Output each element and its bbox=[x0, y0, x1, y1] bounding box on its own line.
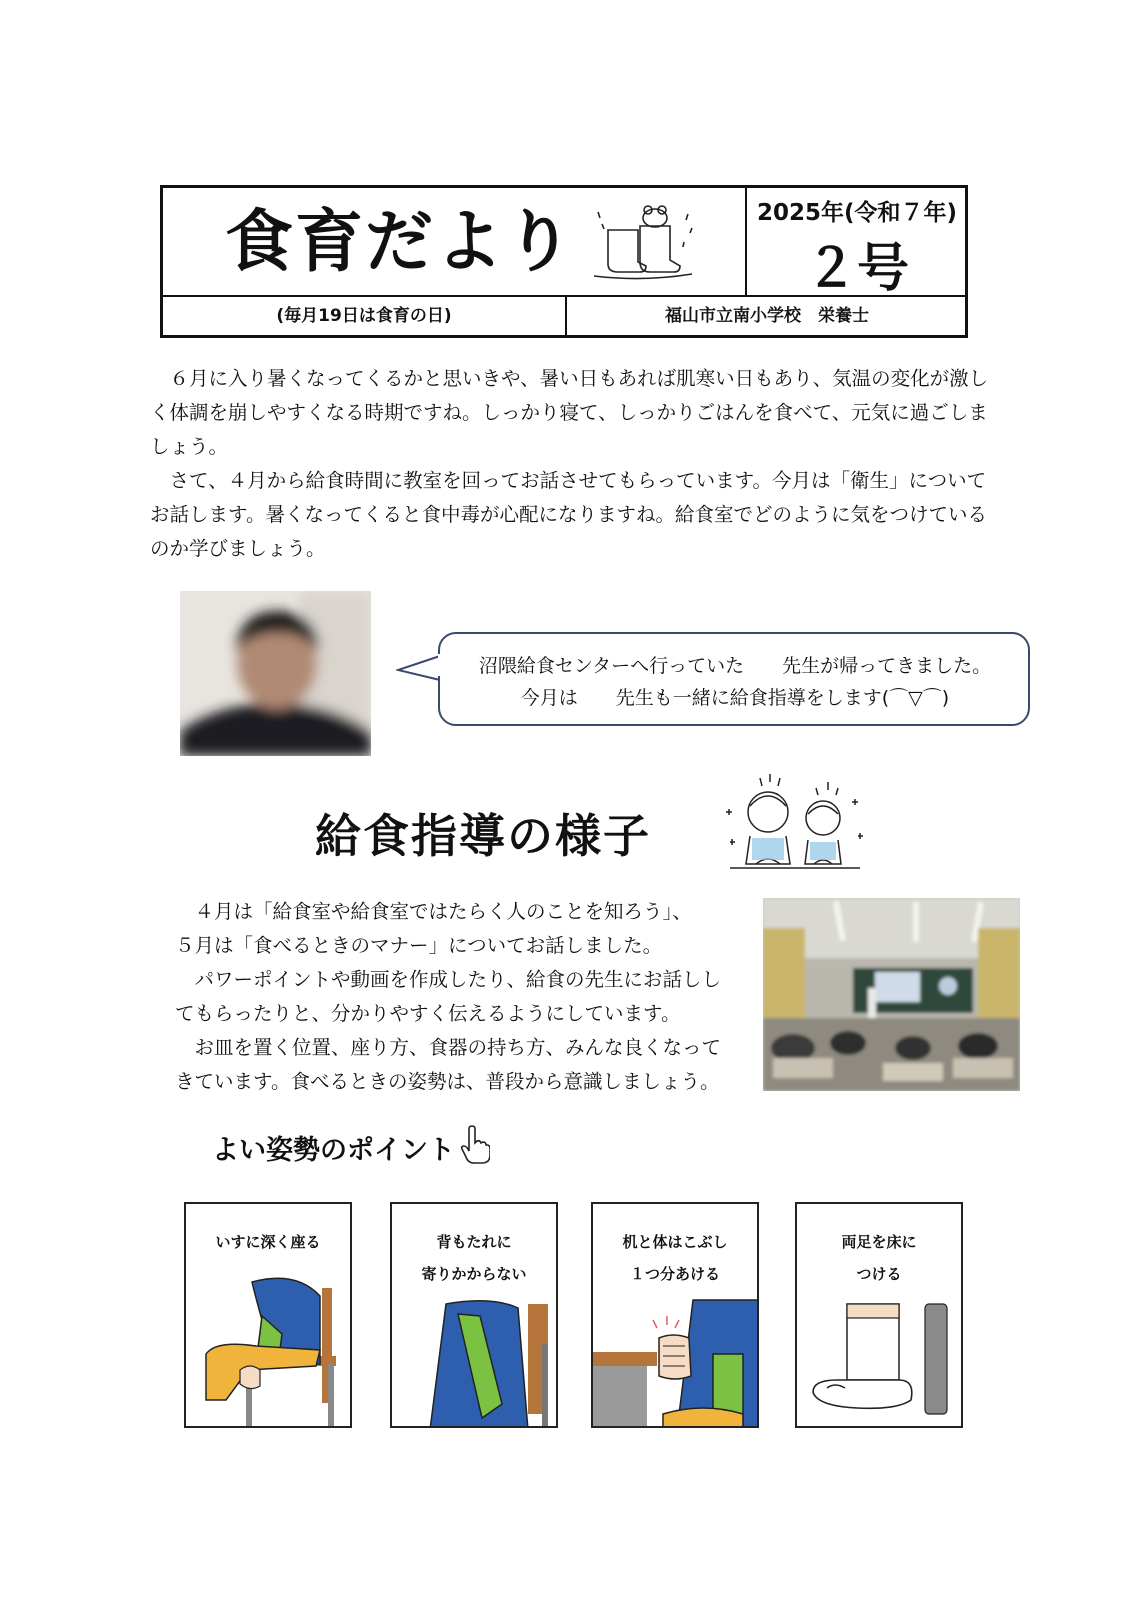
posture-panel-line: 両足を床に bbox=[841, 1233, 917, 1251]
posture-panel-deep-seat bbox=[184, 1202, 352, 1428]
intro-paragraph: ６月に入り暑くなってくるかと思いきや、暑い日もあれば肌寒い日もあり、気温の変化が激しく体調を崩しやすくなる時期ですね。しっかり寝て、しっかりごはんを食べて、元気に過ごしましょう。 bbox=[150, 367, 989, 458]
posture-panel-line: つける bbox=[856, 1265, 902, 1283]
posture-title: よい姿勢のポイント bbox=[212, 1135, 455, 1166]
intro-text bbox=[150, 362, 990, 566]
lesson-text bbox=[175, 895, 745, 1099]
posture-panel-no-leaning bbox=[390, 1202, 558, 1428]
lesson-line: てもらったりと、分かりやすく伝えるようにしています。 bbox=[175, 1002, 681, 1025]
posture-panel-label bbox=[186, 1226, 350, 1258]
posture-panel-label bbox=[392, 1226, 556, 1290]
children-eating-icon bbox=[720, 772, 870, 877]
pointing-hand-icon bbox=[460, 1125, 490, 1165]
posture-panel-label bbox=[797, 1226, 961, 1290]
teacher-photo bbox=[180, 591, 371, 756]
posture-panel-line: 背もたれに bbox=[436, 1233, 512, 1251]
intro-paragraph: さて、４月から給食時間に教室を回ってお話させてもらっています。今月は「衛生」についてお話します。暑くなってくると食中毒が心配になりますね。給食室でどのように気をつけているのか学びましょう。 bbox=[150, 469, 987, 560]
posture-panel-line: 寄りかからない bbox=[421, 1265, 527, 1283]
posture-panel-line: いすに深く座る bbox=[215, 1233, 321, 1251]
section-title: 給食指導の様子 bbox=[315, 809, 651, 863]
rain-boots-frog-icon bbox=[588, 202, 708, 282]
lesson-line: パワーポイントや動画を作成したり、給食の先生にお話しし bbox=[194, 968, 722, 991]
classroom-photo bbox=[763, 898, 1020, 1091]
posture-panel-label bbox=[593, 1226, 757, 1290]
speech-bubble-line: 今月は 先生も一緒に給食指導をします(⌒▽⌒) bbox=[520, 687, 950, 709]
newsletter-title: 食育だより bbox=[225, 203, 576, 282]
posture-panel-fist-gap bbox=[591, 1202, 759, 1428]
speech-bubble-line: 沼隈給食センターへ行っていた 先生が帰ってきました。 bbox=[478, 655, 992, 677]
lesson-line: きています。食べるときの姿勢は、普段から意識しましょう。 bbox=[175, 1070, 720, 1093]
newsletter-header bbox=[160, 185, 968, 338]
lesson-line: お皿を置く位置、座り方、食器の持ち方、みんな良くなって bbox=[194, 1036, 722, 1059]
posture-panel-line: １つ分あける bbox=[629, 1265, 720, 1283]
school-author: 福山市立南小学校 栄養士 bbox=[665, 306, 869, 326]
food-education-day-note: (毎月19日は食育の日) bbox=[276, 306, 452, 326]
lesson-line: ４月は「給食室や給食室ではたらく人のことを知ろう」、 bbox=[194, 900, 692, 923]
posture-panel-line: 机と体はこぶし bbox=[622, 1233, 728, 1251]
issue-number: ２号 bbox=[804, 239, 909, 299]
issue-year: 2025年(令和７年) bbox=[756, 200, 958, 226]
lesson-line: ５月は「食べるときのマナー」についてお話しました。 bbox=[175, 934, 663, 957]
speech-bubble-text bbox=[440, 650, 1030, 714]
posture-panel-feet-floor bbox=[795, 1202, 963, 1428]
